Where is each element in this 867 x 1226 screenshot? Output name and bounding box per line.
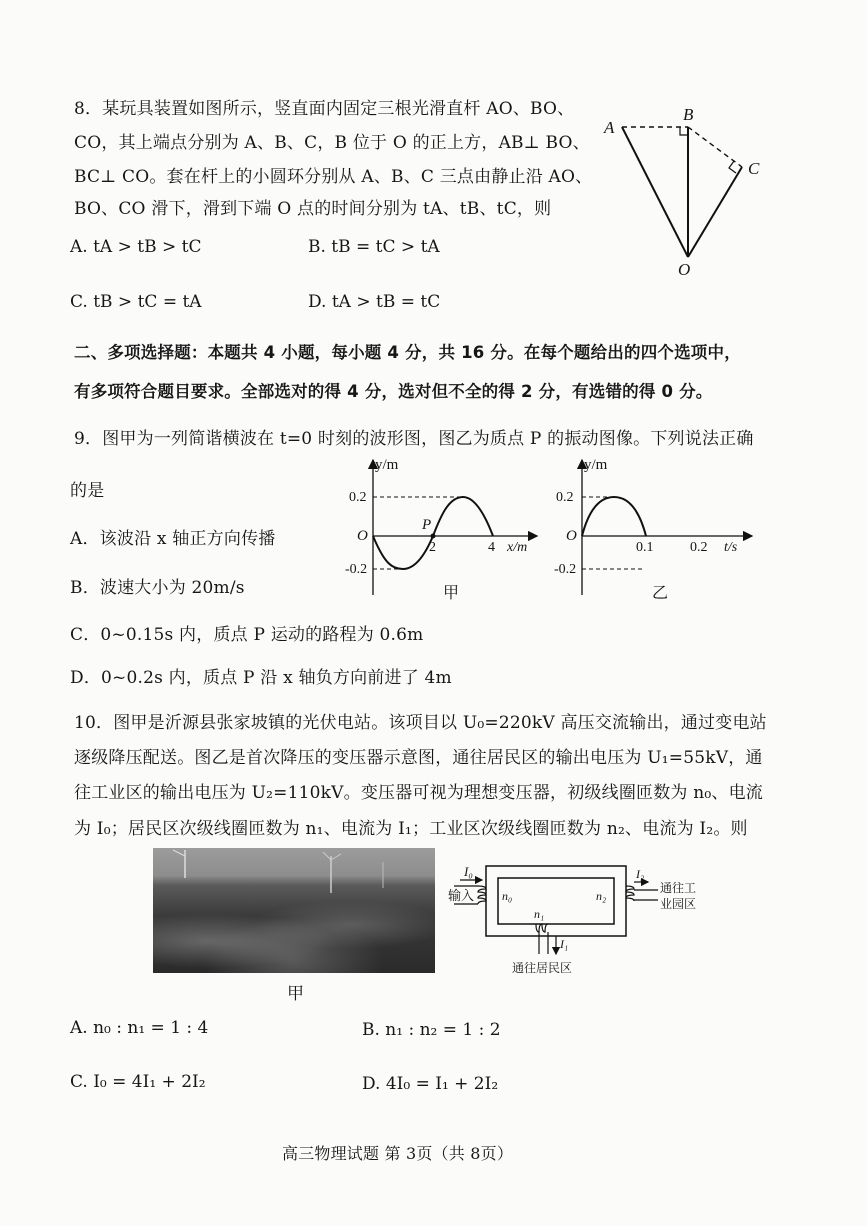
jia-ylabel: y/m <box>375 457 399 473</box>
label-c: C <box>748 159 760 178</box>
jia-origin: O <box>357 528 368 544</box>
transformer-diagram <box>448 860 698 980</box>
q9-option-c: C．0~0.15s 内，质点 P 运动的路程为 0.6m <box>70 625 424 645</box>
label-input: 输入 <box>448 888 475 903</box>
label-o: O <box>678 260 691 279</box>
q10-option-c: C. I₀ = 4I₁ + 2I₂ <box>70 1072 206 1092</box>
q8-option-c: C. tB > tC = tA <box>70 292 202 312</box>
wave-graph-jia <box>345 455 545 605</box>
yi-caption: 乙 <box>652 585 669 602</box>
photo-caption-jia: 甲 <box>287 984 305 1004</box>
label-i1: I₁ <box>560 937 569 951</box>
jia-xlabel: x/m <box>507 540 528 555</box>
q9-option-d: D．0~0.2s 内，质点 P 沿 x 轴负方向前进了 4m <box>70 668 452 688</box>
q9-option-a: A．该波沿 x 轴正方向传播 <box>70 529 276 549</box>
label-n2: n₂ <box>596 889 607 903</box>
q10-stem-line3: 往工业区的输出电压为 U₂=110kV。变压器可视为理想变压器，初级线圈匝数为 n₀、电流 <box>74 783 763 803</box>
label-residential: 通往居民区 <box>512 961 573 975</box>
jia-point-p: P <box>422 517 432 533</box>
jia-caption: 甲 <box>443 585 460 602</box>
label-a: A <box>604 118 615 137</box>
yi-origin: O <box>566 528 577 544</box>
q8-option-d: D. tA > tB = tC <box>308 292 441 312</box>
page-footer: 高三物理试题 第 3页（共 8页） <box>282 1144 514 1163</box>
q10-option-d: D. 4I₀ = I₁ + 2I₂ <box>362 1074 499 1094</box>
q8-option-b: B. tB = tC > tA <box>308 237 440 257</box>
jia-x1: 2 <box>429 540 436 555</box>
yi-ylabel: y/m <box>584 457 608 473</box>
solar-station-photo <box>153 848 435 973</box>
q9-stem-cont: 的是 <box>70 481 105 501</box>
q8-stem-line2: CO，其上端点分别为 A、B、C，B 位于 O 的正上方，AB⊥ BO、 <box>74 133 590 153</box>
yi-x2: 0.2 <box>690 540 708 555</box>
jia-x2: 4 <box>488 540 495 555</box>
q8-rod-figure <box>600 105 770 280</box>
label-b: B <box>683 105 694 124</box>
label-i0: I₀ <box>464 864 473 879</box>
section2-line1: 二、多项选择题：本题共 4 小题，每小题 4 分，共 16 分。在每个题给出的四个选项中， <box>74 343 741 362</box>
q8-option-a: A. tA > tB > tC <box>70 237 202 257</box>
label-industry-1: 通往工 <box>660 881 697 895</box>
label-n0: n₀ <box>502 889 513 903</box>
q9-option-b: B．波速大小为 20m/s <box>70 578 245 598</box>
yi-ypos: 0.2 <box>556 490 574 505</box>
vibration-graph-yi <box>552 455 762 605</box>
jia-ypos: 0.2 <box>349 490 367 505</box>
q10-option-a: A. n₀ : n₁ = 1 : 4 <box>70 1018 209 1038</box>
yi-yneg: -0.2 <box>554 562 577 577</box>
label-i2: I₂ <box>636 867 645 881</box>
yi-x1: 0.1 <box>636 540 654 555</box>
q9-stem: 9．图甲为一列简谐横波在 t=0 时刻的波形图，图乙为质点 P 的振动图像。下列说法正确 <box>74 429 754 449</box>
q10-option-b: B. n₁ : n₂ = 1 : 2 <box>362 1020 501 1040</box>
q10-stem-line4: 为 I₀；居民区次级线圈匝数为 n₁、电流为 I₁；工业区次级线圈匝数为 n₂、电流为 I₂。则 <box>74 819 748 839</box>
label-n1: n₁ <box>534 907 545 921</box>
q10-stem-line1: 10．图甲是沂源县张家坡镇的光伏电站。该项目以 U₀=220kV 高压交流输出，通过变电站 <box>74 713 767 733</box>
q10-stem-line2: 逐级降压配送。图乙是首次降压的变压器示意图，通往居民区的输出电压为 U₁=55kV，通 <box>74 748 763 768</box>
section2-line2: 有多项符合题目要求。全部选对的得 4 分，选对但不全的得 2 分，有选错的得 0 分。 <box>74 382 713 401</box>
yi-xlabel: t/s <box>724 540 738 555</box>
q8-stem-line4: BO、CO 滑下，滑到下端 O 点的时间分别为 tA、tB、tC，则 <box>74 199 552 219</box>
q8-stem-line3: BC⊥ CO。套在杆上的小圆环分别从 A、B、C 三点由静止沿 AO、 <box>74 167 593 187</box>
q8-stem-line1: 8．某玩具装置如图所示，竖直面内固定三根光滑直杆 AO、BO、 <box>74 99 575 119</box>
label-industry-2: 业园区 <box>660 897 697 911</box>
jia-yneg: -0.2 <box>345 562 368 577</box>
